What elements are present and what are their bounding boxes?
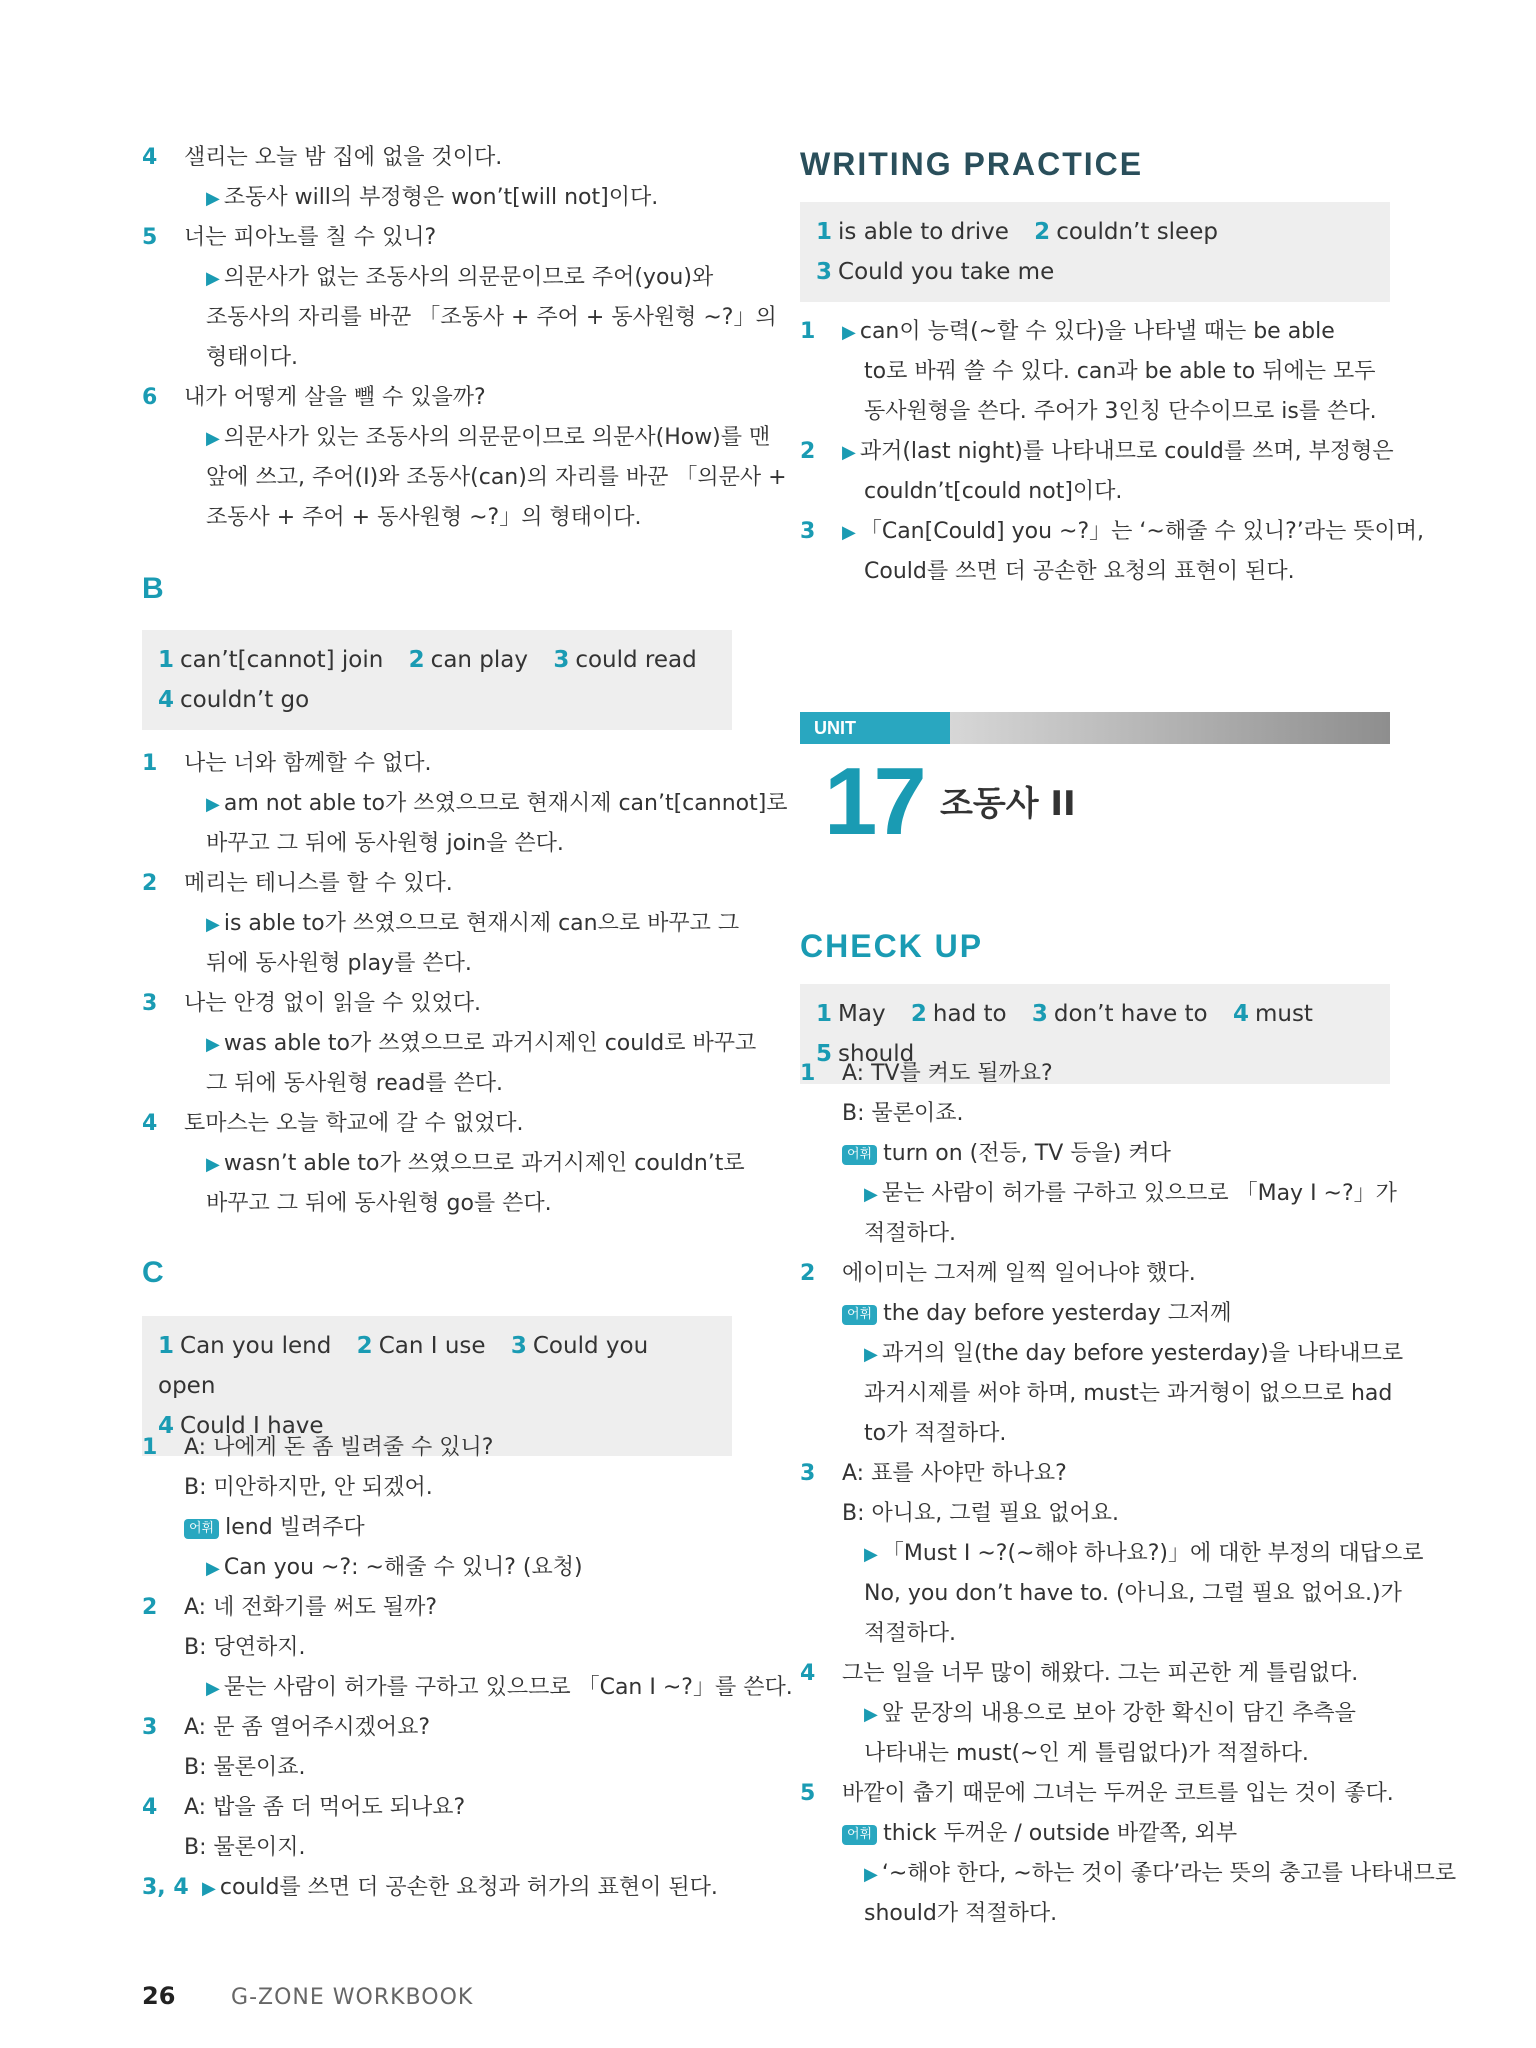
item-line: 나는 안경 없이 읽을 수 있었다. <box>184 991 481 1016</box>
answer-text: Can you lend <box>180 1333 332 1359</box>
triangle-icon: ▶ <box>206 188 220 209</box>
item-number: 3 <box>800 519 816 544</box>
triangle-icon: ▶ <box>206 1154 220 1175</box>
explanation-line: Could를 쓰면 더 공손한 요청의 표현이 된다. <box>864 559 1295 584</box>
explanation-line: ▶ 조동사 will의 부정형은 won’t[will not]이다. <box>206 185 659 210</box>
explanation-line: to로 바꿔 쓸 수 있다. can과 be able to 뒤에는 모두 <box>864 359 1376 384</box>
triangle-icon: ▶ <box>842 442 856 463</box>
triangle-icon: ▶ <box>206 428 220 449</box>
explanation-line: ▶ can이 능력(~할 수 있다)을 나타낼 때는 be able <box>842 319 1335 344</box>
vocab-line: 어휘 turn on (전등, TV 등을) 켜다 <box>842 1134 1390 1174</box>
item-line: 너는 피아노를 칠 수 있니? <box>184 225 437 250</box>
section-c-heading: C <box>142 1256 164 1289</box>
unit-label: UNIT <box>800 712 950 744</box>
item-number: 3 <box>142 991 158 1016</box>
answer-number: 5 <box>816 1041 833 1067</box>
unit-banner <box>800 712 1390 744</box>
explanation-line: ▶ Can you ~?: ~해줄 수 있니? (요청) <box>206 1555 583 1580</box>
triangle-icon: ▶ <box>864 1704 878 1725</box>
section-b-answer-box <box>142 630 732 730</box>
explanation-line: couldn’t[could not]이다. <box>864 479 1123 504</box>
item-number: 4 <box>800 1661 816 1686</box>
vocab-badge: 어휘 <box>842 1825 877 1845</box>
answer-number: 2 <box>910 1001 927 1027</box>
page-number: 26 <box>142 1982 176 2010</box>
answer-number: 1 <box>158 1333 175 1359</box>
item-line: 그는 일을 너무 많이 해왔다. 그는 피곤한 게 틀림없다. <box>842 1661 1359 1686</box>
explanation-line: ▶ 과거(last night)를 나타내므로 could를 쓰며, 부정형은 <box>842 439 1394 464</box>
triangle-icon: ▶ <box>864 1864 878 1885</box>
item-number: 3 <box>800 1461 816 1486</box>
answer-number: 3 <box>553 647 570 673</box>
item-line: A: 네 전화기를 써도 될까? <box>184 1595 437 1620</box>
explanation-line: ▶ could를 쓰면 더 공손한 요청과 허가의 표현이 된다. <box>202 1875 718 1900</box>
item-number: 6 <box>142 385 158 410</box>
explanation-line: No, you don’t have to. (아니요, 그럴 필요 없어요.)가 <box>864 1581 1402 1606</box>
writing-answer-box <box>800 202 1390 302</box>
item-number: 2 <box>142 871 158 896</box>
explanation-line: ▶ 과거의 일(the day before yesterday)을 나타내므로 <box>864 1341 1404 1366</box>
answer-text: couldn’t sleep <box>1056 219 1218 245</box>
answer-text: can play <box>430 647 528 673</box>
explanation-line: ▶ 묻는 사람이 허가를 구하고 있으므로 「Can I ~?」를 쓴다. <box>206 1675 793 1700</box>
item-number: 4 <box>142 1795 158 1820</box>
answer-number: 4 <box>158 1413 175 1439</box>
section-b-heading: B <box>142 572 164 605</box>
triangle-icon: ▶ <box>206 268 220 289</box>
explanation-line: 바꾸고 그 뒤에 동사원형 go를 쓴다. <box>206 1191 552 1216</box>
answer-number: 1 <box>158 647 175 673</box>
item-line: 바깥이 춥기 때문에 그녀는 두꺼운 코트를 입는 것이 좋다. <box>842 1781 1394 1806</box>
answer-text: couldn’t go <box>180 687 310 713</box>
answer-text: Could you open <box>158 1333 649 1399</box>
explanation-line: 적절하다. <box>864 1221 957 1246</box>
explanation-line: ▶ 「Can[Could] you ~?」는 ‘~해줄 수 있니?’라는 뜻이며, <box>842 519 1424 544</box>
triangle-icon: ▶ <box>842 322 856 343</box>
unit-title: 조동사 II <box>940 784 1076 824</box>
item-line: A: 문 좀 열어주시겠어요? <box>184 1715 431 1740</box>
explanation-line: to가 적절하다. <box>864 1421 1007 1446</box>
explanation-line: ▶ wasn’t able to가 쓰였으므로 과거시제인 couldn’t로 <box>206 1151 745 1176</box>
item-line: A: 밥을 좀 더 먹어도 되나요? <box>184 1795 466 1820</box>
book-title: G-ZONE WORKBOOK <box>231 1985 474 2010</box>
answer-text: should <box>838 1041 915 1067</box>
answer-text: Can I use <box>378 1333 486 1359</box>
item-line: 내가 어떻게 살을 뺄 수 있을까? <box>184 385 486 410</box>
explanation-line: ▶ 앞 문장의 내용으로 보아 강한 확신이 담긴 추측을 <box>864 1701 1356 1726</box>
heading-word: WRITING <box>800 146 953 182</box>
item-line: 나는 너와 함께할 수 없다. <box>184 751 432 776</box>
item-line: B: 미안하지만, 안 되겠어. <box>184 1475 433 1500</box>
triangle-icon: ▶ <box>206 914 220 935</box>
item-number: 4 <box>142 1111 158 1136</box>
answer-number: 4 <box>158 687 175 713</box>
explanation-line: ▶ was able to가 쓰였으므로 과거시제인 could로 바꾸고 <box>206 1031 757 1056</box>
item-number: 3, 4 <box>142 1875 189 1900</box>
triangle-icon: ▶ <box>864 1344 878 1365</box>
answer-number: 1 <box>816 1001 833 1027</box>
explanation-line: 동사원형을 쓴다. 주어가 3인칭 단수이므로 is를 쓴다. <box>864 399 1377 424</box>
answer-text: Could I have <box>180 1413 324 1439</box>
item-line: 메리는 테니스를 할 수 있다. <box>184 871 453 896</box>
item-number: 1 <box>142 751 158 776</box>
answer-text: don’t have to <box>1053 1001 1208 1027</box>
answer-text: May <box>838 1001 886 1027</box>
unit-number: 17 <box>824 748 923 855</box>
answer-number: 4 <box>1232 1001 1249 1027</box>
triangle-icon: ▶ <box>864 1544 878 1565</box>
triangle-icon: ▶ <box>206 1678 220 1699</box>
answer-number: 1 <box>816 219 833 245</box>
answer-text: must <box>1254 1001 1313 1027</box>
item-line: B: 물론이죠. <box>184 1755 306 1780</box>
item-line: B: 당연하지. <box>184 1635 306 1660</box>
item-number: 2 <box>800 1261 816 1286</box>
explanation-line: ▶ 의문사가 없는 조동사의 의문문이므로 주어(you)와 <box>206 265 714 290</box>
explanation-line: 형태이다. <box>206 345 299 370</box>
item-number: 5 <box>800 1781 816 1806</box>
item-line: B: 아니요, 그럴 필요 없어요. <box>842 1501 1119 1526</box>
triangle-icon: ▶ <box>864 1184 878 1205</box>
answer-text: had to <box>932 1001 1007 1027</box>
explanation-line: 적절하다. <box>864 1621 957 1646</box>
item-line: B: 물론이지. <box>184 1835 306 1860</box>
item-number: 1 <box>800 1061 816 1086</box>
item-line: A: TV를 켜도 될까요? <box>842 1061 1053 1086</box>
item-line: 샐리는 오늘 밤 집에 없을 것이다. <box>184 145 503 170</box>
item-number: 2 <box>142 1595 158 1620</box>
vocab-badge: 어휘 <box>842 1305 877 1325</box>
heading-word: CHECK <box>800 928 924 964</box>
unit-banner-gradient <box>950 712 1390 744</box>
explanation-line: ▶ 의문사가 있는 조동사의 의문문이므로 의문사(How)를 맨 <box>206 425 771 450</box>
answer-number: 3 <box>510 1333 527 1359</box>
answer-text: is able to drive <box>838 219 1009 245</box>
item-number: 1 <box>800 319 816 344</box>
explanation-line: 나타내는 must(~인 게 틀림없다)가 적절하다. <box>864 1741 1309 1766</box>
item-line: 토마스는 오늘 학교에 갈 수 없었다. <box>184 1111 524 1136</box>
vocab-badge: 어휘 <box>842 1145 877 1165</box>
vocab-line: 어휘 thick 두꺼운 / outside 바깥쪽, 외부 <box>842 1814 1390 1854</box>
answer-text: could read <box>575 647 697 673</box>
triangle-icon: ▶ <box>206 1558 220 1579</box>
explanation-line: 그 뒤에 동사원형 read를 쓴다. <box>206 1071 504 1096</box>
item-line: 에이미는 그저께 일찍 일어나야 했다. <box>842 1261 1196 1286</box>
explanation-line: 바꾸고 그 뒤에 동사원형 join을 쓴다. <box>206 831 564 856</box>
vocab-line: 어휘 the day before yesterday 그저께 <box>842 1294 1390 1334</box>
explanation-line: 조동사의 자리를 바꾼 「조동사 + 주어 + 동사원형 ~?」의 <box>206 305 777 330</box>
item-line: B: 물론이죠. <box>842 1101 964 1126</box>
answer-number: 3 <box>1031 1001 1048 1027</box>
answer-number: 2 <box>1034 219 1051 245</box>
explanation-line: ▶ 묻는 사람이 허가를 구하고 있으므로 「May I ~?」가 <box>864 1181 1397 1206</box>
heading-word: UP <box>934 928 984 964</box>
item-number: 5 <box>142 225 158 250</box>
triangle-icon: ▶ <box>202 1878 216 1899</box>
triangle-icon: ▶ <box>206 1034 220 1055</box>
answer-number: 2 <box>408 647 425 673</box>
vocab-line: 어휘 lend 빌려주다 <box>184 1508 732 1548</box>
item-number: 4 <box>142 145 158 170</box>
explanation-line: ▶ is able to가 쓰였으므로 현재시제 can으로 바꾸고 그 <box>206 911 740 936</box>
heading-word: PRACTICE <box>963 146 1144 182</box>
explanation-line: should가 적절하다. <box>864 1901 1058 1926</box>
vocab-badge: 어휘 <box>184 1519 219 1539</box>
answer-number: 2 <box>356 1333 373 1359</box>
explanation-line: 과거시제를 써야 하며, must는 과거형이 없으므로 had <box>864 1381 1393 1406</box>
triangle-icon: ▶ <box>842 522 856 543</box>
item-number: 1 <box>142 1435 158 1460</box>
explanation-line: ▶ ‘~해야 한다, ~하는 것이 좋다’라는 뜻의 충고를 나타내므로 <box>864 1861 1457 1886</box>
answer-text: can’t[cannot] join <box>180 647 384 673</box>
item-line: A: 나에게 돈 좀 빌려줄 수 있니? <box>184 1435 494 1460</box>
page-footer <box>142 1982 473 2010</box>
explanation-line: 뒤에 동사원형 play를 쓴다. <box>206 951 472 976</box>
writing-practice-heading <box>800 146 1143 183</box>
answer-number: 3 <box>816 259 833 285</box>
item-line: A: 표를 사야만 하나요? <box>842 1461 1067 1486</box>
explanation-line: ▶ 「Must I ~?(~해야 하나요?)」에 대한 부정의 대답으로 <box>864 1541 1424 1566</box>
triangle-icon: ▶ <box>206 794 220 815</box>
item-number: 2 <box>800 439 816 464</box>
check-up-heading <box>800 928 983 965</box>
explanation-line: 조동사 + 주어 + 동사원형 ~?」의 형태이다. <box>206 505 642 530</box>
explanation-line: 앞에 쓰고, 주어(I)와 조동사(can)의 자리를 바꾼 「의문사 + <box>206 465 787 490</box>
item-number: 3 <box>142 1715 158 1740</box>
explanation-line: ▶ am not able to가 쓰였으므로 현재시제 can’t[cannot]로 <box>206 791 788 816</box>
answer-text: Could you take me <box>838 259 1055 285</box>
